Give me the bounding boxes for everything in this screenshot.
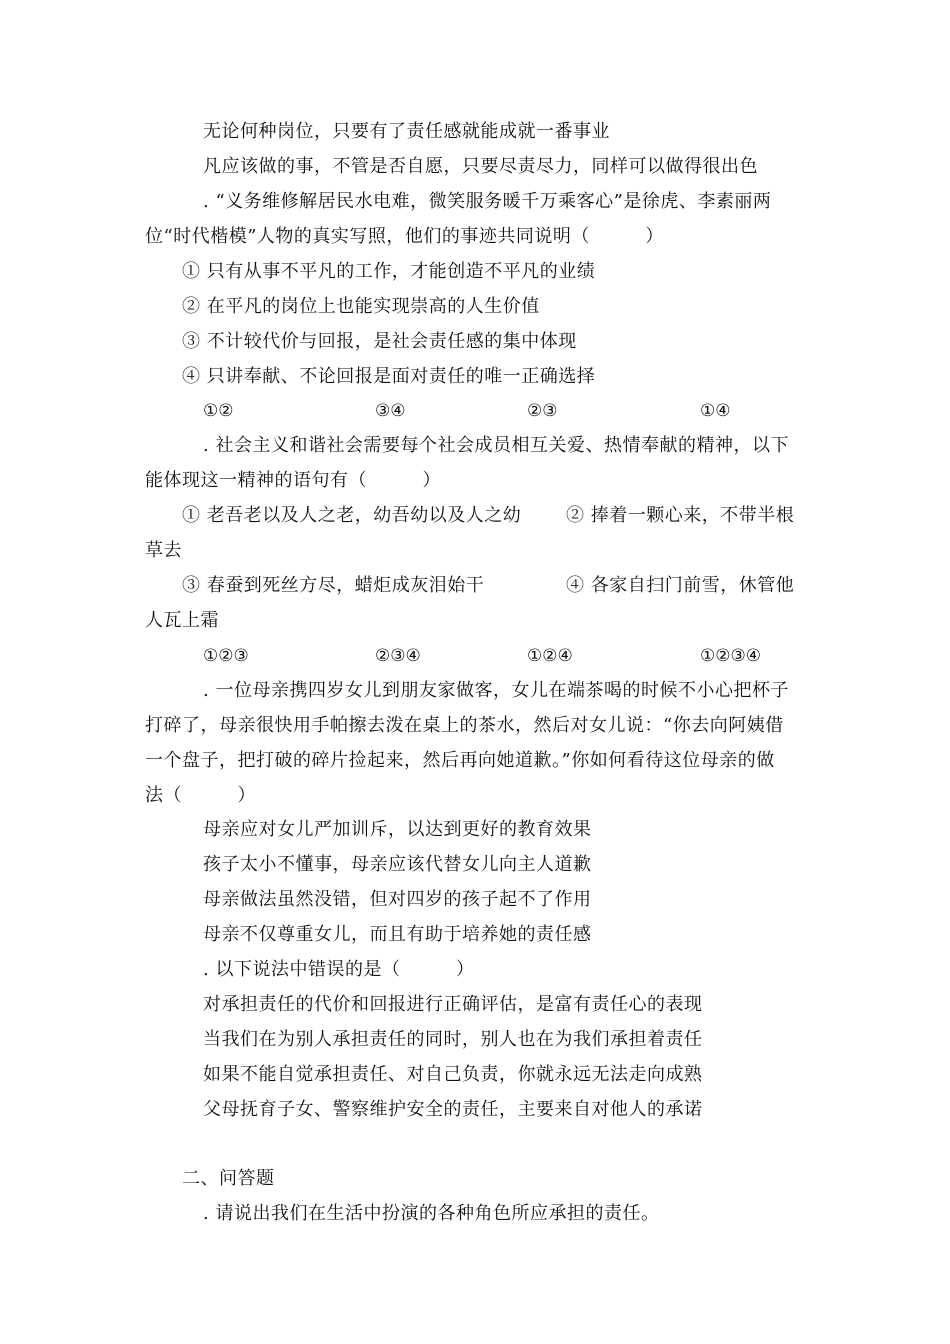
option-c: 无论何种岗位，只要有了责任感就能成就一番事业 bbox=[203, 121, 610, 142]
question-stem: . 请说出我们在生活中扮演的各种角色所应承担的责任。 bbox=[203, 1203, 660, 1224]
statement-item: ③ 春蚕到死丝方尽，蜡炬成灰泪始干 bbox=[182, 575, 485, 596]
statement-item: ① 只有从事不平凡的工作，才能创造不平凡的业绩 bbox=[182, 261, 596, 282]
choice-c: ①②④ bbox=[527, 646, 573, 666]
statement-item: ③ 不计较代价与回报，是社会责任感的集中体现 bbox=[182, 331, 577, 352]
option-a: 对承担责任的代价和回报进行正确评估，是富有责任心的表现 bbox=[203, 994, 703, 1015]
option-a: 母亲应对女儿严加训斥，以达到更好的教育效果 bbox=[203, 819, 592, 840]
question-stem: . “义务维修解居民水电难，微笑服务暖千万乘客心”是徐虎、李素丽两 bbox=[203, 191, 772, 212]
question-stem-cont: 位“时代楷模”人物的真实写照，他们的事迹共同说明（ ） bbox=[145, 226, 664, 247]
option-d: 凡应该做的事，不管是否自愿，只要尽责尽力，同样可以做得很出色 bbox=[203, 156, 758, 177]
choice-a: ①② bbox=[203, 401, 234, 421]
statement-item: ② 在平凡的岗位上也能实现崇高的人生价值 bbox=[182, 296, 540, 317]
choice-d: ①④ bbox=[700, 401, 731, 421]
section-heading: 二、问答题 bbox=[182, 1168, 275, 1189]
question-stem-cont: 一个盘子，把打破的碎片捡起来，然后再向她道歉。”你如何看待这位母亲的做 bbox=[145, 750, 775, 771]
statement-item: ④ 各家自扫门前雪，休管他 bbox=[566, 575, 795, 596]
choice-a: ①②③ bbox=[203, 646, 249, 666]
question-stem: . 以下说法中错误的是（ ） bbox=[203, 959, 475, 980]
choice-b: ②③④ bbox=[375, 646, 421, 666]
choice-d: ①②③④ bbox=[700, 646, 761, 666]
option-c: 母亲做法虽然没错，但对四岁的孩子起不了作用 bbox=[203, 889, 592, 910]
statement-item: ② 捧着一颗心来，不带半根 bbox=[566, 505, 795, 526]
question-stem-cont: 打碎了，母亲很快用手帕擦去泼在桌上的茶水，然后对女儿说：“你去向阿姨借 bbox=[145, 715, 784, 736]
statement-item: ① 老吾老以及人之老，幼吾幼以及人之幼 bbox=[182, 505, 522, 526]
question-stem-cont: 能体现这一精神的语句有（ ） bbox=[145, 470, 441, 491]
statement-item-cont: 草去 bbox=[145, 540, 182, 561]
question-stem-cont: 法（ ） bbox=[145, 785, 256, 806]
statement-item-cont: 人瓦上霜 bbox=[145, 610, 219, 631]
option-d: 母亲不仅尊重女儿，而且有助于培养她的责任感 bbox=[203, 924, 592, 945]
question-stem: . 社会主义和谐社会需要每个社会成员相互关爱、热情奉献的精神，以下 bbox=[203, 435, 789, 456]
option-c: 如果不能自觉承担责任、对自己负责，你就永远无法走向成熟 bbox=[203, 1064, 703, 1085]
option-d: 父母抚育子女、警察维护安全的责任，主要来自对他人的承诺 bbox=[203, 1099, 703, 1120]
choice-b: ③④ bbox=[375, 401, 406, 421]
option-b: 孩子太小不懂事，母亲应该代替女儿向主人道歉 bbox=[203, 854, 592, 875]
question-stem: . 一位母亲携四岁女儿到朋友家做客，女儿在端茶喝的时候不小心把杯子 bbox=[203, 680, 789, 701]
statement-item: ④ 只讲奉献、不论回报是面对责任的唯一正确选择 bbox=[182, 366, 596, 387]
option-b: 当我们在为别人承担责任的同时，别人也在为我们承担着责任 bbox=[203, 1029, 703, 1050]
choice-c: ②③ bbox=[527, 401, 558, 421]
